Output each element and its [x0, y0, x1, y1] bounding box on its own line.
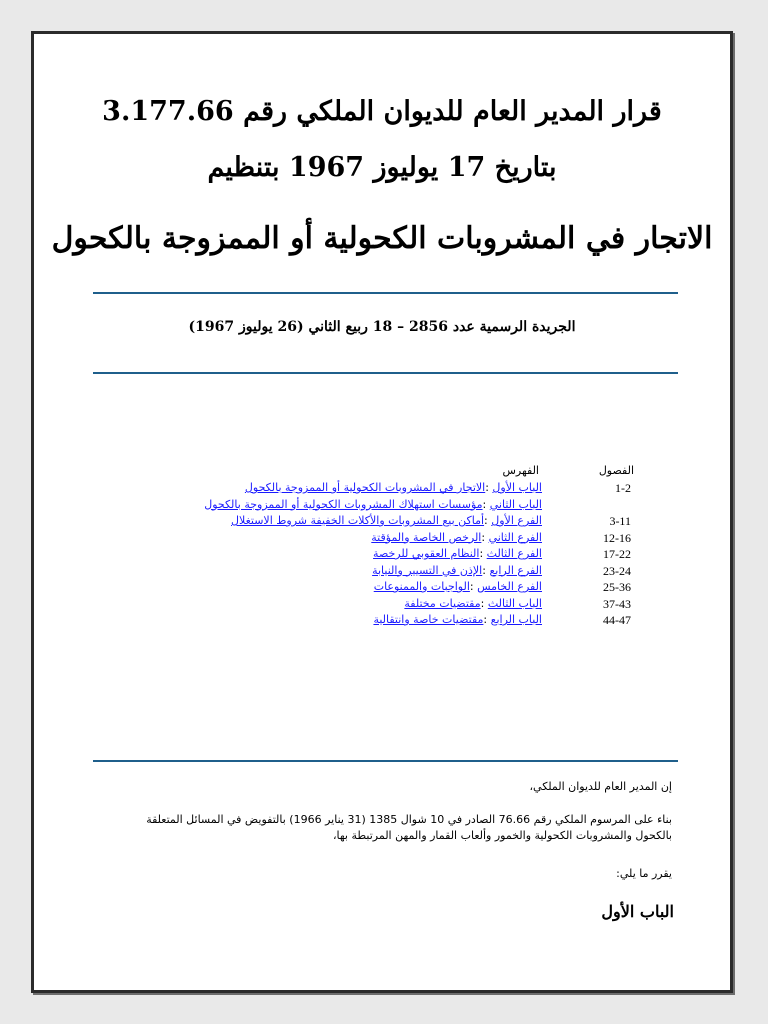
- preamble-paragraph: بناء على المرسوم الملكي رقم 76.66 الصادر في 10 شوال 1385 (31 يناير 1966) بالتفويض في المسائل المتعلقة بالكحول والمشروبات الكحولية والخمور وألعاب القمار والمهن المرتبطة بها،: [146, 813, 672, 842]
- toc-title-link[interactable]: الواجبات والممنوعات: [373, 580, 470, 593]
- toc-section-link[interactable]: الباب الأول: [492, 481, 542, 494]
- title-line-1: قرار المدير العام للديوان الملكي رقم 3.177.66: [102, 96, 662, 127]
- document-page: [31, 31, 733, 993]
- toc-entry: [231, 514, 542, 527]
- toc-entry: [404, 597, 542, 610]
- toc-article-range: 37-43: [603, 596, 631, 611]
- toc-row: [34, 613, 634, 628]
- toc-article-range: 1-2: [615, 481, 631, 495]
- toc-row: [34, 531, 634, 546]
- toc-row: [34, 498, 634, 513]
- toc-article-range: 3-11: [609, 514, 631, 528]
- title-line-3: الاتجار في المشروبات الكحولية أو الممزوجة بالكحول: [51, 221, 713, 256]
- toc-title-link[interactable]: مقتضيات خاصة وانتقالية: [373, 613, 484, 626]
- toc-title-link[interactable]: أماكن بيع المشروبات والأكلات الخفيفة شروط الاستغلال: [231, 514, 485, 527]
- toc-entry: [371, 531, 542, 544]
- toc-entry: [245, 481, 542, 494]
- toc-row: [34, 481, 634, 496]
- toc-row: [34, 514, 634, 529]
- preamble-line: إن المدير العام للديوان الملكي،: [529, 780, 672, 793]
- toc-header: [34, 464, 634, 478]
- divider-bottom: [93, 760, 678, 762]
- toc-article-range: 17-22: [603, 547, 631, 561]
- toc-article-range: 25-36: [603, 580, 631, 594]
- toc-entry: [204, 498, 542, 511]
- toc-separator: :: [484, 514, 492, 527]
- toc-article-range: 23-24: [603, 563, 631, 578]
- toc-row: [34, 580, 634, 595]
- chapter-heading: الباب الأول: [601, 902, 674, 921]
- toc-section-link[interactable]: الباب الرابع: [490, 613, 542, 626]
- toc-title-link[interactable]: النظام العقوبي للرخصة: [373, 547, 480, 560]
- toc-section-link[interactable]: الفرع الرابع: [489, 563, 542, 577]
- toc-separator: :: [483, 613, 491, 626]
- toc-row: [34, 564, 634, 579]
- toc-title-link[interactable]: الرخص الخاصة والمؤقتة: [371, 530, 482, 544]
- toc-article-range: 44-47: [603, 613, 631, 627]
- toc-section-link[interactable]: الفرع الخامس: [477, 580, 542, 593]
- toc-title-link[interactable]: مقتضيات مختلفة: [404, 596, 481, 610]
- toc-separator: :: [469, 580, 478, 593]
- toc-separator: :: [482, 497, 490, 511]
- toc-row: [34, 547, 634, 562]
- toc-entry: [373, 613, 542, 626]
- toc-article-range: 12-16: [603, 530, 631, 545]
- toc-separator: :: [479, 547, 487, 560]
- toc-entry: [372, 564, 542, 577]
- toc-title-link[interactable]: الاتجار في المشروبات الكحولية أو الممزوجة بالكحول: [244, 481, 486, 494]
- divider-middle: [93, 372, 678, 374]
- toc-section-link[interactable]: الباب الثالث: [487, 596, 542, 610]
- toc-row: [34, 597, 634, 612]
- toc-title-link[interactable]: مؤسسات استهلاك المشروبات الكحولية أو الممزوجة بالكحول: [204, 497, 483, 511]
- toc-entry: [374, 580, 542, 593]
- toc-section-link[interactable]: الفرع الأول: [491, 514, 542, 527]
- toc-entry: [373, 547, 542, 560]
- divider-top: [93, 292, 678, 294]
- toc-separator: :: [480, 596, 488, 610]
- toc-separator: :: [482, 563, 490, 577]
- toc-col-articles: الفصول: [598, 464, 634, 477]
- toc-separator: :: [481, 530, 489, 544]
- gazette-reference: الجريدة الرسمية عدد 2856 – 18 ربيع الثاني (26 يوليوز 1967): [188, 319, 576, 335]
- toc-section-link[interactable]: الفرع الثالث: [486, 547, 542, 560]
- title-line-2: بتاريخ 17 يوليوز 1967 بتنظيم: [207, 152, 557, 183]
- toc-separator: :: [485, 481, 493, 494]
- toc-col-index: الفهرس: [502, 464, 539, 477]
- decides-line: يقرر ما يلي:: [616, 867, 672, 880]
- toc-section-link[interactable]: الباب الثاني: [489, 497, 542, 511]
- toc-title-link[interactable]: الإذن في التسيير والنيابة: [372, 563, 483, 577]
- toc-section-link[interactable]: الفرع الثاني: [488, 530, 542, 544]
